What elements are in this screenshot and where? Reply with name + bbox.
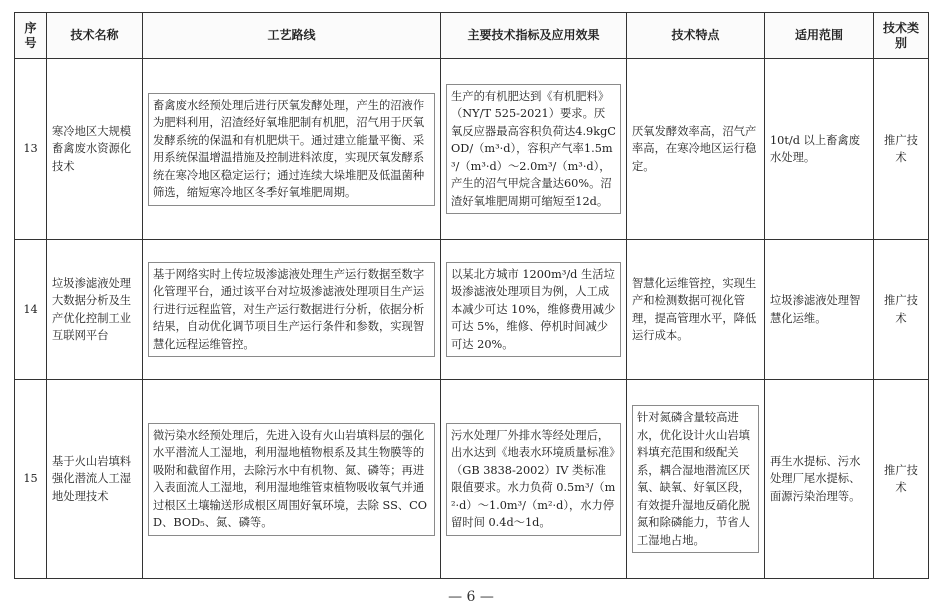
process-route <box>143 59 441 240</box>
header-no: 序号 <box>15 13 47 59</box>
technical-metrics <box>441 240 627 380</box>
technical-features-text: 针对氮磷含量较高进水，优化设计火山岩填料填充范围和级配关系，耦合湿地潜流区厌氧、缺氧、好氧区段，有效提升湿地反硝化脱氮和除磷能力，节省人工湿地占地。 <box>632 405 759 553</box>
technology-name: 垃圾渗滤液处理大数据分析及生产优化控制工业互联网平台 <box>47 240 143 380</box>
application-scope: 垃圾渗滤液处理智慧化运维。 <box>765 240 874 380</box>
technical-metrics <box>441 380 627 579</box>
row-number: 14 <box>15 240 47 380</box>
process-route <box>143 240 441 380</box>
table-row <box>15 240 929 380</box>
header-metric: 主要技术指标及应用效果 <box>441 13 627 59</box>
technical-metrics-text: 以某北方城市 1200m³/d 生活垃圾渗滤液处理项目为例，人工成本减少可达 10%，维修费用减少可达 5%，维修、停机时间减少可达 20%。 <box>446 262 621 358</box>
technical-metrics-text: 生产的有机肥达到《有机肥料》（NY/T 525-2021）要求。厌氧反应器最高容积负荷达4.9kgCOD/（m³·d），容积产气率1.5m³/（m³·d）～2.0m³/（m³·d），产生的沼气甲烷含量达60%。沼渣好氧堆肥周期可缩短至12d。 <box>446 84 621 215</box>
technology-name: 基于火山岩填料强化潜流人工湿地处理技术 <box>47 380 143 579</box>
technology-category: 推广技术 <box>874 59 929 240</box>
row-number: 15 <box>15 380 47 579</box>
row-number: 13 <box>15 59 47 240</box>
technology-name: 寒冷地区大规模畜禽废水资源化技术 <box>47 59 143 240</box>
application-scope: 再生水提标、污水处理厂尾水提标、面源污染治理等。 <box>765 380 874 579</box>
technical-metrics-text: 污水处理厂外排水等经处理后，出水达到《地表水环境质量标准》（GB 3838-2002）IV 类标准限值要求。水力负荷 0.5m³/（m²·d）～1.0m³/（m²·d），水力停留时间 0.4d～1d。 <box>446 423 621 536</box>
process-route <box>143 380 441 579</box>
header-route: 工艺路线 <box>143 13 441 59</box>
table-row <box>15 59 929 240</box>
process-route-text: 基于网络实时上传垃圾渗滤液处理生产运行数据至数字化管理平台，通过该平台对垃圾渗滤液处理项目生产运行进行远程监管，对生产运行数据进行分析，依据分析结果，自动优化调节项目生产运行条件和参数，实现智慧化远程运维管控。 <box>148 262 435 358</box>
application-scope: 10t/d 以上畜禽废水处理。 <box>765 59 874 240</box>
header-feature: 技术特点 <box>627 13 765 59</box>
technology-category: 推广技术 <box>874 380 929 579</box>
technology-table <box>14 12 929 579</box>
technical-features <box>627 380 765 579</box>
table-row <box>15 380 929 579</box>
process-route-text: 畜禽废水经预处理后进行厌氧发酵处理，产生的沼液作为肥料利用，沼渣经好氧堆肥制有机肥，沼气用于厌氧发酵系统的保温和有机肥烘干。通过建立能量平衡、采用系统保温增温措施及控制进料浓度，实现厌氧发酵系统在寒冷地区稳定运行；通过连续大垛堆肥及低温菌种筛选，缩短寒冷地区冬季好氧堆肥周期。 <box>148 93 435 206</box>
technical-features: 智慧化运维管控，实现生产和检测数据可视化管理，提高管理水平，降低运行成本。 <box>627 240 765 380</box>
process-route-text: 微污染水经预处理后，先进入设有火山岩填料层的强化水平潜流人工湿地，利用湿地植物根系及其生物膜等的吸附和截留作用，去除污水中有机物、氮、磷等；再进入表面流人工湿地，利用湿地维管束植物吸收氧气并通过根区土壤输送形成根区周围好氧环境，去除 SS、COD、BOD₅、氮、磷等。 <box>148 423 435 536</box>
table-header-row <box>15 13 929 59</box>
header-category: 技术类别 <box>874 13 929 59</box>
page-number: — 6 — <box>448 589 494 605</box>
technology-category: 推广技术 <box>874 240 929 380</box>
technical-metrics <box>441 59 627 240</box>
technical-features: 厌氧发酵效率高，沼气产率高，在寒冷地区运行稳定。 <box>627 59 765 240</box>
header-name: 技术名称 <box>47 13 143 59</box>
header-scope: 适用范围 <box>765 13 874 59</box>
